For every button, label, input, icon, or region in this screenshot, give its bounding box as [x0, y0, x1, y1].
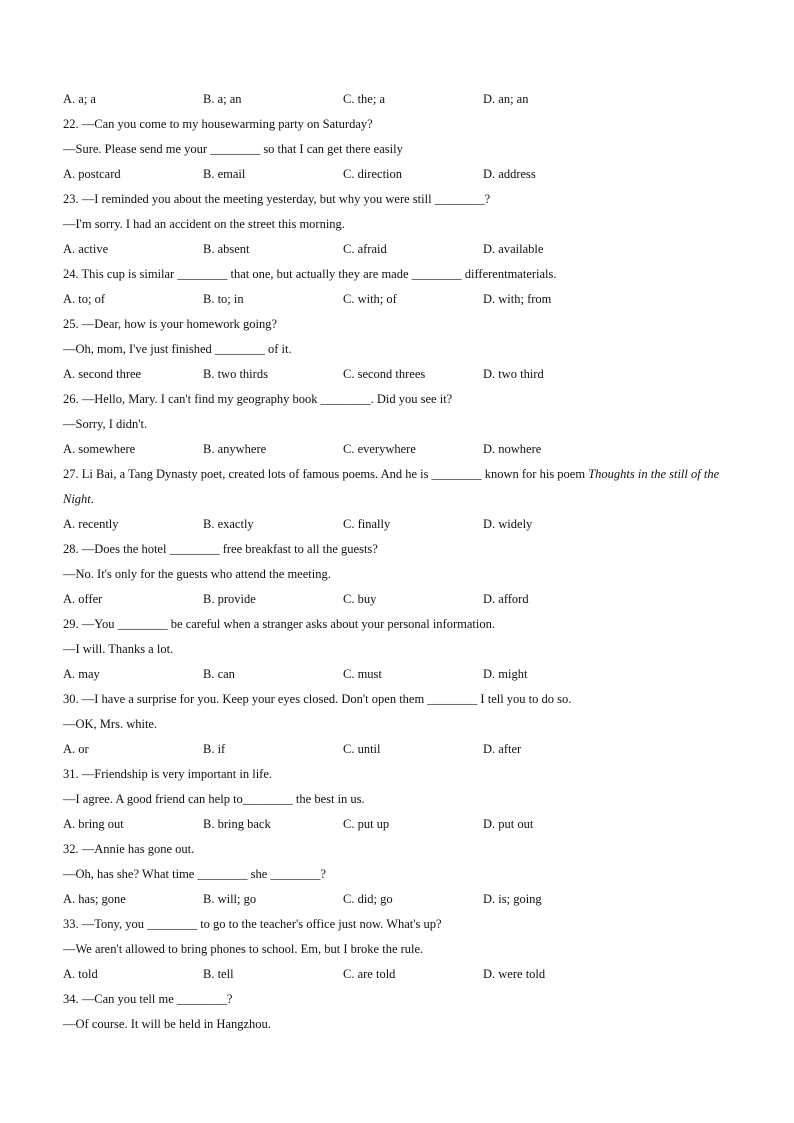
question-text: —We aren't allowed to bring phones to school. Em, but I broke the rule.	[63, 942, 424, 956]
question-text: 28. —Does the hotel ________ free breakfast to all the guests?	[63, 542, 378, 556]
question-text: 24. This cup is similar ________ that one, but actually they are made ________ differentmaterials.	[63, 267, 557, 281]
answer-option: B. two thirds	[203, 367, 268, 381]
question-text: —Oh, mom, I've just finished ________ of it.	[63, 342, 292, 356]
answer-option: A. active	[63, 242, 109, 256]
answer-option: A. bring out	[63, 817, 124, 831]
answer-option: A. told	[63, 967, 98, 981]
answer-option: D. might	[483, 667, 528, 681]
question-text: —I'm sorry. I had an accident on the street this morning.	[63, 217, 345, 231]
answer-option: A. offer	[63, 592, 103, 606]
options-row	[63, 737, 743, 762]
answer-option: C. with; of	[343, 292, 397, 306]
answer-option: A. has; gone	[63, 892, 126, 906]
answer-option: C. direction	[343, 167, 403, 181]
answer-option: D. with; from	[483, 292, 552, 306]
question-text: —Sorry, I didn't.	[63, 417, 148, 431]
question-text: 33. —Tony, you ________ to go to the teacher's office just now. What's up?	[63, 917, 442, 931]
answer-option: A. somewhere	[63, 442, 136, 456]
answer-option: A. second three	[63, 367, 142, 381]
answer-option: C. the; a	[343, 92, 386, 106]
options-row	[63, 512, 743, 537]
answer-option: A. a; a	[63, 92, 96, 106]
answer-option: C. second threes	[343, 367, 426, 381]
answer-option: B. anywhere	[203, 442, 267, 456]
answer-option: C. did; go	[343, 892, 393, 906]
answer-option: A. to; of	[63, 292, 106, 306]
question-text: 32. —Annie has gone out.	[63, 842, 195, 856]
answer-option: D. available	[483, 242, 544, 256]
answer-option: B. email	[203, 167, 246, 181]
question-text: 26. —Hello, Mary. I can't find my geography book ________. Did you see it?	[63, 392, 453, 406]
question-text: —Oh, has she? What time ________ she ________?	[63, 867, 326, 881]
options-row	[63, 437, 743, 462]
answer-option: C. everywhere	[343, 442, 416, 456]
options-row	[63, 287, 743, 312]
answer-option: C. finally	[343, 517, 391, 531]
options-row	[63, 362, 743, 387]
answer-option: B. provide	[203, 592, 256, 606]
answer-option: D. nowhere	[483, 442, 542, 456]
answer-option: B. bring back	[203, 817, 271, 831]
answer-option: C. must	[343, 667, 382, 681]
question-stem: 27. Li Bai, a Tang Dynasty poet, created lots of famous poems. And he is ________ known for his poem	[63, 467, 589, 481]
question-text: 30. —I have a surprise for you. Keep your eyes closed. Don't open them ________ I tell you to do so.	[63, 692, 572, 706]
answer-option: B. will; go	[203, 892, 257, 906]
answer-option: C. buy	[343, 592, 377, 606]
options-row	[63, 887, 743, 912]
answer-option: B. exactly	[203, 517, 254, 531]
answer-option: D. put out	[483, 817, 534, 831]
answer-option: D. address	[483, 167, 536, 181]
question-text: —I will. Thanks a lot.	[63, 642, 174, 656]
answer-option: A. may	[63, 667, 100, 681]
question-text: 31. —Friendship is very important in life.	[63, 767, 273, 781]
options-row	[63, 812, 743, 837]
question-end: .	[90, 492, 94, 506]
answer-option: D. were told	[483, 967, 546, 981]
question-text: —Sure. Please send me your ________ so that I can get there easily	[63, 142, 403, 156]
question-text: 23. —I reminded you about the meeting yesterday, but why you were still ________?	[63, 192, 491, 206]
options-row	[63, 87, 743, 112]
answer-option: B. tell	[203, 967, 234, 981]
question-text: 34. —Can you tell me ________?	[63, 992, 233, 1006]
answer-option: D. after	[483, 742, 522, 756]
question-text: —I agree. A good friend can help to________ the best in us.	[63, 792, 365, 806]
question-text: —OK, Mrs. white.	[63, 717, 158, 731]
answer-option: C. are told	[343, 967, 396, 981]
answer-option: D. an; an	[483, 92, 529, 106]
options-row	[63, 237, 743, 262]
question-text: 29. —You ________ be careful when a stranger asks about your personal information.	[63, 617, 495, 631]
worksheet-page	[63, 87, 743, 1037]
question-text	[63, 462, 743, 512]
question-text: —No. It's only for the guests who attend the meeting.	[63, 567, 331, 581]
answer-option: B. to; in	[203, 292, 244, 306]
answer-option: B. can	[203, 667, 235, 681]
question-text: —Of course. It will be held in Hangzhou.	[63, 1017, 271, 1031]
question-text: 25. —Dear, how is your homework going?	[63, 317, 278, 331]
answer-option: D. is; going	[483, 892, 542, 906]
answer-option: C. afraid	[343, 242, 387, 256]
answer-option: B. if	[203, 742, 226, 756]
options-row	[63, 587, 743, 612]
answer-option: C. until	[343, 742, 381, 756]
options-row	[63, 662, 743, 687]
answer-option: A. or	[63, 742, 89, 756]
answer-option: B. absent	[203, 242, 250, 256]
answer-option: A. postcard	[63, 167, 121, 181]
answer-option: D. afford	[483, 592, 529, 606]
answer-option: D. two third	[483, 367, 544, 381]
answer-option: D. widely	[483, 517, 533, 531]
answer-option: B. a; an	[203, 92, 242, 106]
answer-option: A. recently	[63, 517, 119, 531]
answer-option: C. put up	[343, 817, 390, 831]
poem-title: Thoughts in the still of the Night	[63, 467, 720, 506]
options-row	[63, 962, 743, 987]
question-text: 22. —Can you come to my housewarming party on Saturday?	[63, 117, 373, 131]
options-row	[63, 162, 743, 187]
